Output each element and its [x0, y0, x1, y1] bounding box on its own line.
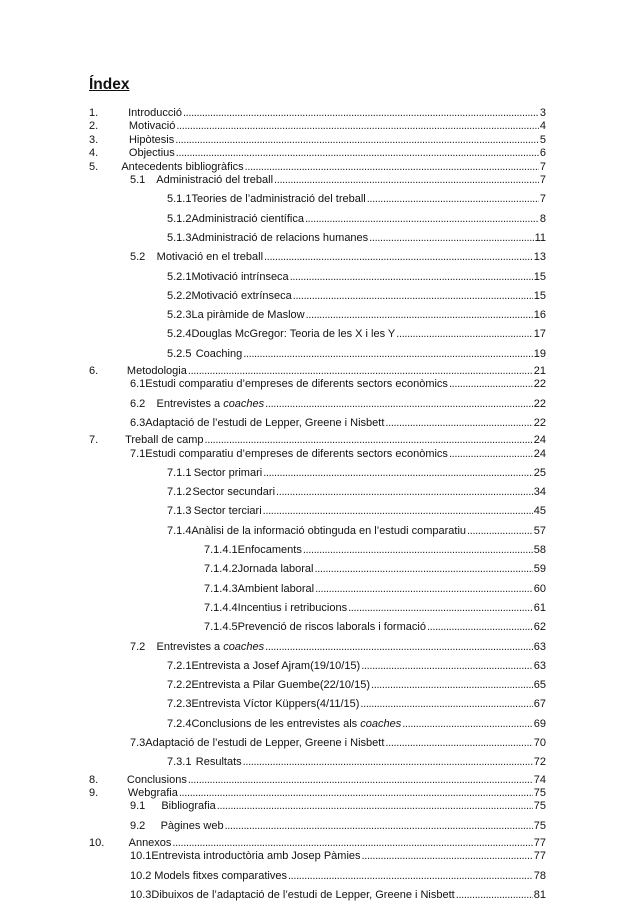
toc-entry[interactable]	[130, 868, 546, 883]
toc-entry-number: 8.	[89, 773, 99, 786]
toc-entry-label-text: Teories de l’administració del treball	[191, 193, 366, 206]
toc-entry-page-number: 65	[533, 679, 546, 692]
toc-entry-label-text: Objectius	[128, 147, 175, 160]
toc-entry-page-number: 59	[533, 563, 546, 576]
toc-entry-label-text: Metodologia	[126, 364, 187, 377]
toc-entry-page-number: 45	[533, 505, 546, 518]
toc-entry-label	[238, 563, 314, 576]
toc-entry-label-text: Entrevista a Pilar Guembe(22/10/15)	[191, 679, 371, 692]
toc-entry-page-number: 22	[533, 378, 546, 391]
toc-entry-label-text: Introducció	[128, 107, 182, 119]
toc-entry-label	[151, 850, 360, 863]
toc-entry[interactable]	[167, 288, 546, 303]
toc-entry-page-number: 63	[533, 640, 546, 653]
toc-entry-label-text: Conclusions	[126, 773, 187, 786]
dot-leader	[385, 417, 532, 430]
toc-entry-label	[194, 467, 262, 480]
toc-entry-number: 5.	[89, 160, 99, 173]
toc-entry-label	[191, 271, 288, 284]
toc-entry-label-text: Adaptació de l’estudi de Lepper, Greene i Nisbett	[145, 737, 385, 749]
toc-entry-label-text: Administració de relacions humanes	[191, 231, 369, 244]
toc-entry-page-number: 11	[534, 231, 546, 244]
toc-entry-label-text: Douglas McGregor: Teoria de les X i les Y	[191, 328, 396, 341]
toc-entry-label-text: Anàlisi de la informació obtinguda en l’estudi comparatiu	[191, 524, 467, 537]
toc-entry[interactable]	[167, 696, 546, 711]
toc-entry-label	[191, 525, 466, 538]
toc-entry-label	[194, 505, 262, 518]
toc-entry-label	[191, 309, 304, 322]
toc-entry-page-number: 58	[533, 544, 546, 556]
page-title: Índex	[89, 76, 130, 93]
toc-entry[interactable]	[167, 677, 546, 692]
toc-entry-page-number: 63	[533, 659, 546, 672]
toc-entry-label-text: Prevenció de riscos laborals i formació	[237, 621, 426, 634]
toc-entry-label-text: Incentius i retribucions	[237, 601, 348, 614]
toc-entry-label-text: Webgrafia	[127, 786, 178, 799]
toc-entry-label-text: Entrevistes a	[156, 397, 224, 410]
dot-leader	[427, 621, 533, 634]
toc-entry-page-number: 3	[539, 107, 546, 119]
toc-entry[interactable]	[204, 581, 546, 596]
toc-entry-label	[191, 660, 360, 673]
toc-entry-label-text: Pàgines web	[160, 819, 224, 832]
toc-entry[interactable]	[167, 503, 546, 518]
toc-entry-page-number: 69	[533, 717, 546, 730]
toc-entry-label	[238, 621, 426, 634]
toc-entry-number: 7.2.1	[167, 659, 192, 672]
toc-entry[interactable]	[167, 523, 546, 538]
toc-entry-number: 7.2.2	[167, 679, 192, 692]
toc-entry-label-text: Hipòtesis	[128, 133, 175, 146]
toc-entry-label-text: Treball de camp	[125, 434, 204, 447]
dot-leader	[265, 398, 533, 411]
dot-leader	[288, 870, 533, 883]
toc-entry-page-number: 4	[539, 120, 546, 133]
dot-leader	[348, 602, 533, 615]
toc-entry-number: 3.	[89, 133, 99, 146]
toc-entry-page-number: 8	[539, 212, 546, 225]
dot-leader	[449, 378, 533, 391]
toc-entry[interactable]	[167, 716, 546, 731]
dot-leader	[360, 698, 532, 711]
toc-entry-number: 10.2	[130, 869, 152, 882]
toc-entry-number: 5.1.3	[167, 231, 192, 244]
toc-entry-page-number: 77	[533, 850, 546, 863]
toc-entry-page-number: 7	[539, 174, 546, 186]
toc-entry-label	[161, 800, 215, 813]
toc-entry-label	[145, 378, 448, 391]
dot-leader	[314, 563, 532, 576]
toc-entry-label-text: Resultats	[195, 756, 242, 769]
toc-entry-page-number: 77	[533, 836, 546, 849]
toc-entry-label	[145, 737, 384, 750]
toc-entry-number: 6.2	[130, 397, 146, 410]
toc-entry[interactable]	[130, 639, 546, 654]
toc-entry[interactable]	[167, 754, 546, 769]
toc-entry-page-number: 61	[533, 601, 546, 614]
toc-entry[interactable]	[130, 848, 546, 863]
toc-entry-number: 5.2.2	[167, 289, 192, 302]
toc-entry[interactable]	[204, 619, 546, 634]
toc-entry-label-text: Antecedents bibliogràfics	[121, 160, 244, 173]
toc-entry[interactable]	[204, 600, 546, 615]
toc-entry-number: 7.1.2	[167, 486, 192, 499]
toc-entry-number: 9.2	[130, 819, 146, 832]
toc-entry-label-text: Estudi comparatiu d’empreses de diferents sectors econòmics	[145, 378, 448, 391]
dot-leader	[456, 889, 533, 902]
toc-entry-label	[191, 679, 370, 692]
toc-entry-label-text: Motivació extrínseca	[191, 289, 292, 302]
toc-entry-page-number: 5	[539, 133, 546, 146]
toc-entry-label	[145, 417, 384, 430]
dot-leader	[263, 505, 533, 518]
toc-entry[interactable]	[167, 326, 546, 341]
toc-entry[interactable]	[204, 542, 546, 557]
dot-leader	[290, 271, 533, 284]
toc-entry[interactable]	[130, 735, 546, 750]
toc-entry[interactable]	[204, 561, 546, 576]
toc-entry-label-text: Entrevista Víctor Küppers(4/11/15)	[191, 698, 360, 711]
toc-entry-page-number: 60	[533, 582, 546, 595]
toc-entry-label-text: Jornada laboral	[237, 563, 314, 576]
toc-entry-label	[191, 328, 395, 341]
toc-entry-label-emphasis: coaches	[223, 397, 265, 410]
dot-leader	[243, 756, 533, 769]
toc-entry-page-number: 17	[533, 328, 546, 341]
toc-entry[interactable]	[167, 346, 546, 361]
dot-leader	[361, 660, 533, 673]
toc-entry-label	[238, 602, 347, 615]
toc-entry-label-text: Dibuixos de l’adaptació de l’estudi de Lepper, Greene i Nisbett	[151, 888, 455, 901]
toc-entry-page-number: 25	[533, 466, 546, 479]
toc-entry-page-number: 24	[533, 447, 546, 460]
toc-entry-page-number: 13	[533, 251, 546, 264]
toc-entry-page-number: 81	[533, 888, 546, 901]
toc-entry[interactable]	[167, 484, 546, 499]
dot-leader	[225, 820, 533, 833]
toc-entry-number: 6.	[89, 364, 99, 377]
toc-entry-label-text: Adaptació de l’estudi de Lepper, Greene i Nisbett	[145, 416, 385, 429]
dot-leader	[385, 737, 532, 750]
toc-entry-number: 4.	[89, 147, 99, 160]
dot-leader	[303, 544, 533, 557]
dot-leader	[305, 213, 539, 226]
toc-entry-label	[157, 251, 263, 264]
dot-leader	[315, 583, 533, 596]
toc-entry-label-text: Estudi comparatiu d’empreses de diferents sectors econòmics	[145, 447, 448, 460]
toc-entry-label-text: Sector terciari	[193, 505, 262, 518]
toc-entry[interactable]	[130, 798, 546, 813]
dot-leader	[367, 193, 539, 206]
toc-entry[interactable]	[130, 818, 546, 833]
toc-entry-label-text: Ambient laboral	[237, 582, 315, 595]
toc-entry-number: 5.2.4	[167, 328, 192, 341]
toc-entry-number: 7.1.4.2	[204, 563, 238, 576]
toc-entry[interactable]	[130, 415, 546, 430]
dot-leader	[369, 232, 533, 245]
dot-leader	[396, 328, 532, 341]
toc-entry-number: 5.2.1	[167, 270, 192, 283]
toc-entry-number: 9.1	[130, 800, 146, 813]
toc-entry-label-text: Annexos	[128, 836, 172, 849]
toc-entry-label-text: Administració científica	[191, 212, 304, 225]
toc-entry-page-number: 7	[539, 193, 546, 206]
toc-entry-label-text: Enfocaments	[237, 544, 302, 556]
toc-entry-number: 9.	[89, 786, 99, 799]
toc-entry[interactable]	[130, 446, 546, 461]
toc-entry-label-text: Conclusions de les entrevistes als	[191, 717, 361, 730]
toc-entry[interactable]	[167, 211, 546, 226]
dot-leader	[264, 251, 533, 264]
toc-entry-number: 5.1	[130, 174, 146, 186]
toc-entry-number: 7.1.3	[167, 505, 192, 518]
toc-entry[interactable]	[130, 376, 546, 391]
toc-entry-page-number: 57	[533, 524, 546, 537]
toc-entry-number: 10.	[89, 836, 105, 849]
toc-entry-page-number: 6	[539, 147, 546, 160]
toc-entry-label-text: La piràmide de Maslow	[191, 309, 305, 322]
dot-leader	[274, 174, 539, 187]
toc-entry[interactable]	[167, 465, 546, 480]
toc-entry-number: 10.1	[130, 850, 152, 863]
toc-entry-page-number: 15	[533, 270, 546, 283]
toc-entry-number: 7.1.4.1	[204, 544, 238, 556]
toc-entry-page-number: 74	[533, 773, 546, 786]
dot-leader	[371, 679, 533, 692]
toc-entry-number: 5.1.1	[167, 193, 192, 206]
toc-entry[interactable]	[167, 230, 546, 245]
toc-entry-number: 5.2.5	[167, 347, 192, 360]
toc-entry-page-number: 70	[533, 737, 546, 749]
dot-leader	[306, 309, 533, 322]
toc-entry-label-text: Administració del treball	[156, 174, 274, 186]
toc-entry-page-number: 67	[533, 698, 546, 711]
toc-entry-label	[192, 486, 275, 499]
dot-leader	[243, 348, 533, 361]
toc-entry-page-number: 78	[533, 869, 546, 882]
toc-entry[interactable]	[130, 396, 546, 411]
dot-leader	[265, 641, 533, 654]
toc-entry-page-number: 24	[533, 434, 546, 447]
toc-entry-number: 6.3	[130, 416, 146, 429]
toc-entry-label-text: Entrevista introductòria amb Josep Pàmies	[151, 850, 361, 863]
dot-leader	[362, 850, 533, 863]
toc-entry-number: 5.2	[130, 251, 146, 264]
toc-entry-label-text: Entrevista a Josef Ajram(19/10/15)	[191, 659, 361, 672]
toc-entry-number: 7.1.1	[167, 466, 192, 479]
toc-entry-label	[191, 213, 304, 226]
toc-entry-number: 7.1.4.5	[204, 621, 238, 634]
toc-entry-label-text: Coaching	[195, 347, 243, 360]
toc-entry-number: 5.2.3	[167, 309, 192, 322]
toc-entry-label	[161, 820, 224, 833]
toc-entry-label	[191, 718, 401, 731]
toc-entry-page-number: 75	[533, 800, 546, 813]
dot-leader	[467, 525, 533, 538]
toc-entry-label	[238, 544, 302, 557]
toc-entry-label	[145, 448, 448, 461]
toc-entry-label	[196, 756, 242, 769]
toc-entry-number: 6.1	[130, 378, 146, 391]
toc-entry-number: 10.3	[130, 888, 152, 901]
toc-entry-number: 1.	[89, 107, 99, 119]
toc-entry-label-text: Motivació en el treball	[156, 251, 264, 264]
toc-entry-label-text: Motivació	[128, 120, 176, 133]
toc-entry-page-number: 21	[533, 364, 546, 377]
toc-entry-label-text: Models fitxes comparatives	[154, 869, 287, 882]
toc-entry-label	[156, 174, 273, 187]
toc-entry-page-number: 34	[533, 486, 546, 499]
toc-entry-label-text: Entrevistes a	[156, 640, 224, 653]
toc-entry-label	[196, 348, 242, 361]
toc-entry[interactable]	[130, 887, 546, 902]
toc-entry[interactable]	[167, 307, 546, 322]
toc-entry-label-text: Motivació intrínseca	[191, 270, 289, 283]
toc-entry-label-text: Bibliografia	[161, 800, 216, 813]
toc-entry-number: 7.2.3	[167, 698, 192, 711]
toc-entry-label	[157, 398, 265, 411]
dot-leader	[293, 290, 533, 303]
toc-entry-label-text: Sector secundari	[192, 486, 276, 499]
toc-entry-page-number: 22	[533, 416, 546, 429]
toc-entry-label	[151, 889, 454, 902]
toc-entry-number: 7.2.4	[167, 717, 192, 730]
toc-entry-page-number: 16	[533, 309, 546, 322]
toc-entry[interactable]	[167, 191, 546, 206]
toc-entry-page-number: 7	[539, 160, 546, 173]
toc-entry-label-text: Sector primari	[193, 466, 263, 479]
toc-entry-number: 5.1.2	[167, 212, 192, 225]
toc-entry-page-number: 62	[533, 621, 546, 634]
toc-entry-label	[238, 583, 314, 596]
toc-entry-number: 7.2	[130, 640, 146, 653]
toc-entry-page-number: 75	[533, 819, 546, 832]
toc-entry[interactable]	[167, 269, 546, 284]
toc-entry-number: 7.3	[130, 737, 146, 749]
toc-entry-page-number: 75	[533, 786, 546, 799]
toc-entry-number: 7.3.1	[167, 756, 192, 769]
toc-entry-number: 7.1.4.3	[204, 582, 238, 595]
toc-entry-label	[154, 870, 287, 883]
toc-entry-label-emphasis: coaches	[223, 640, 265, 653]
toc-entry-page-number: 22	[533, 397, 546, 410]
dot-leader	[402, 718, 533, 731]
toc-entry-number: 7.	[89, 434, 99, 447]
dot-leader	[263, 467, 533, 480]
toc-entry-page-number: 72	[533, 756, 546, 769]
toc-entry-page-number: 15	[533, 289, 546, 302]
toc-entry-number: 2.	[89, 120, 99, 133]
toc-entry-number: 7.1	[130, 447, 146, 460]
toc-entry-label	[157, 641, 265, 654]
toc-entry-number: 7.1.4.4	[204, 601, 238, 614]
toc-entry-page-number: 19	[533, 347, 546, 360]
toc-entry-label	[191, 193, 365, 206]
toc-entry-number: 7.1.4	[167, 524, 192, 537]
toc-entry[interactable]	[130, 172, 546, 187]
toc-entry[interactable]	[167, 658, 546, 673]
toc-entry[interactable]	[130, 249, 546, 264]
toc-entry-label	[191, 698, 359, 711]
dot-leader	[217, 800, 533, 813]
toc-entry-label	[191, 232, 368, 245]
dot-leader	[276, 486, 533, 499]
toc-entry-label-emphasis: coaches	[360, 717, 402, 730]
dot-leader	[449, 448, 533, 461]
toc-entry-label	[191, 290, 291, 303]
